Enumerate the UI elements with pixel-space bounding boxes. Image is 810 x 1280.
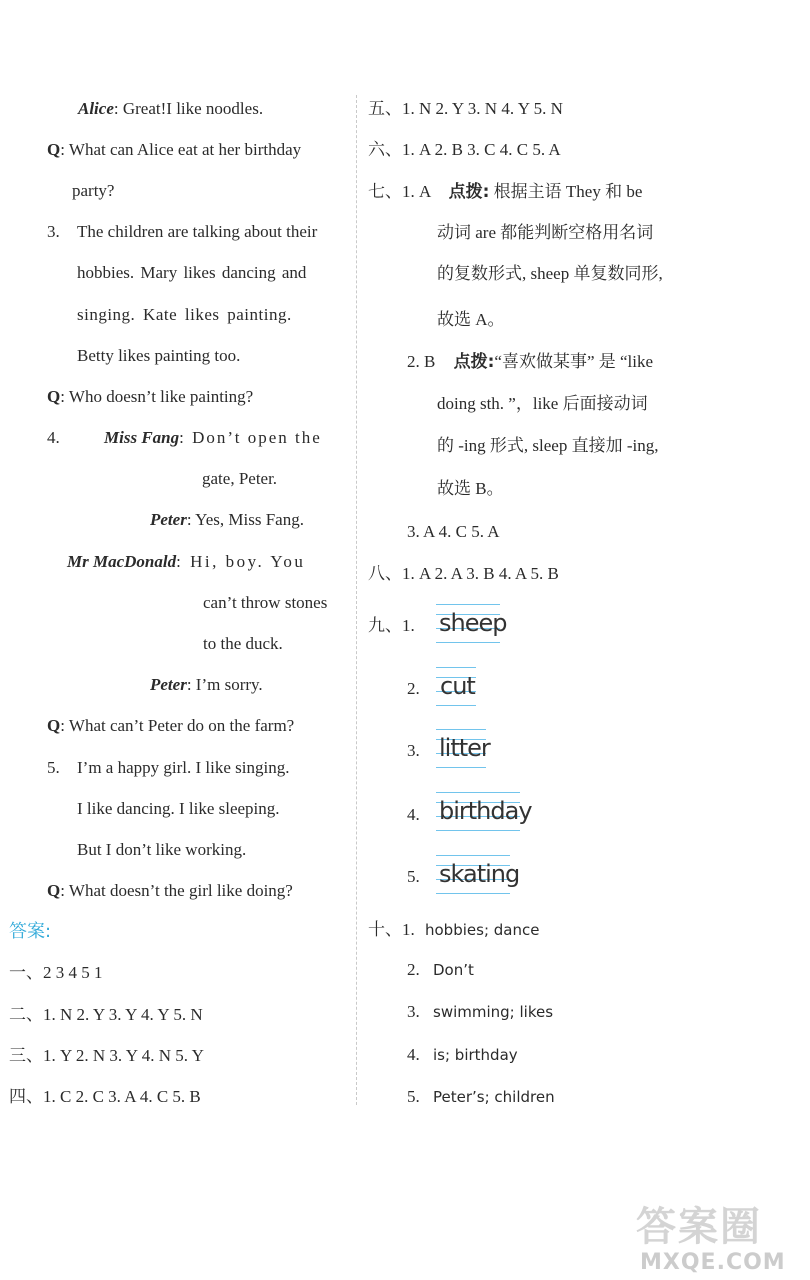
grid-line	[436, 642, 500, 643]
item-3-line: Betty likes painting too.	[77, 346, 241, 365]
dialogue-macdonald-line2: can’t throw stones	[203, 593, 328, 612]
answer-row-2: 二、1. N 2. Y 3. Y 4. Y 5. N	[9, 1005, 203, 1024]
answer-row-10-item: 2. Don’t	[407, 960, 474, 979]
tip-2-line: 的 -ing 形式, sleep 直接加 -ing,	[437, 436, 659, 455]
answer-row-9-prefix: 九、1.	[368, 616, 415, 635]
column-divider	[356, 95, 357, 1105]
dialogue-macdonald-line3: to the duck.	[203, 634, 283, 653]
speaker-alice: Alice	[78, 99, 114, 118]
answer-row-8: 八、1. A 2. A 3. B 4. A 5. B	[368, 564, 559, 583]
answer-row-10: 十、1. hobbies; dance	[368, 920, 540, 939]
question-4: Q: What doesn’t the girl like doing?	[47, 881, 293, 900]
item-3-line: The children are talking about their	[77, 222, 318, 241]
handwriting-number: 3.	[407, 741, 420, 760]
watermark-url: MXQE.COM	[640, 1250, 786, 1275]
grid-line	[436, 830, 520, 831]
tip-label: 点拨:	[453, 352, 495, 372]
grid-line	[436, 705, 476, 706]
question-1-line2: party?	[72, 181, 115, 200]
handwritten-word: skating	[439, 860, 520, 888]
grid-line	[436, 767, 486, 768]
tip-2-line: doing sth. ”，like 后面接动词	[437, 394, 648, 413]
grid-line	[436, 855, 510, 856]
item-3-line: hobbies. Mary likes dancing and	[77, 263, 307, 282]
item-5-line: But I don’t like working.	[77, 840, 247, 859]
item-5-number: 5.	[47, 758, 60, 777]
answer-row-5: 五、1. N 2. Y 3. N 4. Y 5. N	[368, 99, 563, 118]
handwritten-word: birthday	[439, 797, 532, 825]
speaker-peter: Peter	[150, 510, 187, 529]
answer-row-10-item: 4. is; birthday	[407, 1045, 518, 1064]
tip-1-line: 的复数形式, sheep 单复数同形,	[437, 264, 663, 283]
grid-line	[436, 604, 500, 605]
speaker-miss-fang: Miss Fang	[104, 428, 180, 447]
alice-line: Alice: Great!I like noodles.	[78, 99, 264, 118]
speaker-mr-macdonald: Mr MacDonald	[67, 552, 177, 571]
answers-heading: 答案:	[9, 921, 52, 942]
item-5-line: I like dancing. I like sleeping.	[77, 799, 280, 818]
answer-row-10-item: 3. swimming; likes	[407, 1002, 554, 1021]
handwritten-word: sheep	[439, 609, 507, 637]
answer-row-1: 一、2 3 4 5 1	[9, 963, 103, 982]
question-1: Q: What can Alice eat at her birthday	[47, 140, 302, 159]
item-5-line: I’m a happy girl. I like singing.	[77, 758, 290, 777]
answer-row-7-2: 2. B 点拨:“喜欢做某事” 是 “like	[407, 352, 654, 372]
dialogue-peter-2: Peter: I’m sorry.	[150, 675, 263, 694]
tip-2-line: 故选 B。	[437, 479, 504, 498]
dialogue-fang-line2: gate, Peter.	[202, 469, 278, 488]
handwriting-number: 5.	[407, 867, 420, 886]
tip-1-line: 动词 are 都能判断空格用名词	[437, 223, 654, 242]
question-3: Q: What can’t Peter do on the farm?	[47, 716, 295, 735]
question-2: Q: Who doesn’t like painting?	[47, 387, 254, 406]
handwriting-number: 2.	[407, 679, 420, 698]
grid-line	[436, 893, 510, 894]
grid-line	[436, 729, 486, 730]
dialogue-peter-1: Peter: Yes, Miss Fang.	[150, 510, 304, 529]
q-mark: Q	[47, 140, 61, 159]
answer-row-10-item: 5. Peter’s; children	[407, 1087, 555, 1106]
watermark-logo: 答案圈	[636, 1204, 762, 1250]
answer-row-3: 三、1. Y 2. N 3. Y 4. N 5. Y	[9, 1046, 204, 1065]
handwritten-word: litter	[439, 734, 490, 762]
tip-1-line: 故选 A。	[437, 310, 505, 329]
item-3-number: 3.	[47, 222, 60, 241]
answer-row-4: 四、1. C 2. C 3. A 4. C 5. B	[9, 1087, 201, 1106]
answer-row-6: 六、1. A 2. B 3. C 4. C 5. A	[368, 140, 561, 159]
answer-row-7: 七、1. A 点拨: 根据主语 They 和 be	[368, 182, 643, 202]
handwriting-number: 4.	[407, 805, 420, 824]
dialogue-macdonald: Mr MacDonald: Hi, boy. You	[67, 552, 306, 571]
answer-row-7-rest: 3. A 4. C 5. A	[407, 522, 500, 541]
dialogue-fang: Miss Fang: Don’t open the	[104, 428, 322, 447]
grid-line	[436, 792, 520, 793]
handwritten-word: cut	[440, 672, 475, 700]
tip-label: 点拨:	[448, 182, 490, 202]
grid-line	[436, 667, 476, 668]
item-4-number: 4.	[47, 428, 60, 447]
item-3-line: singing. Kate likes painting.	[77, 305, 292, 324]
